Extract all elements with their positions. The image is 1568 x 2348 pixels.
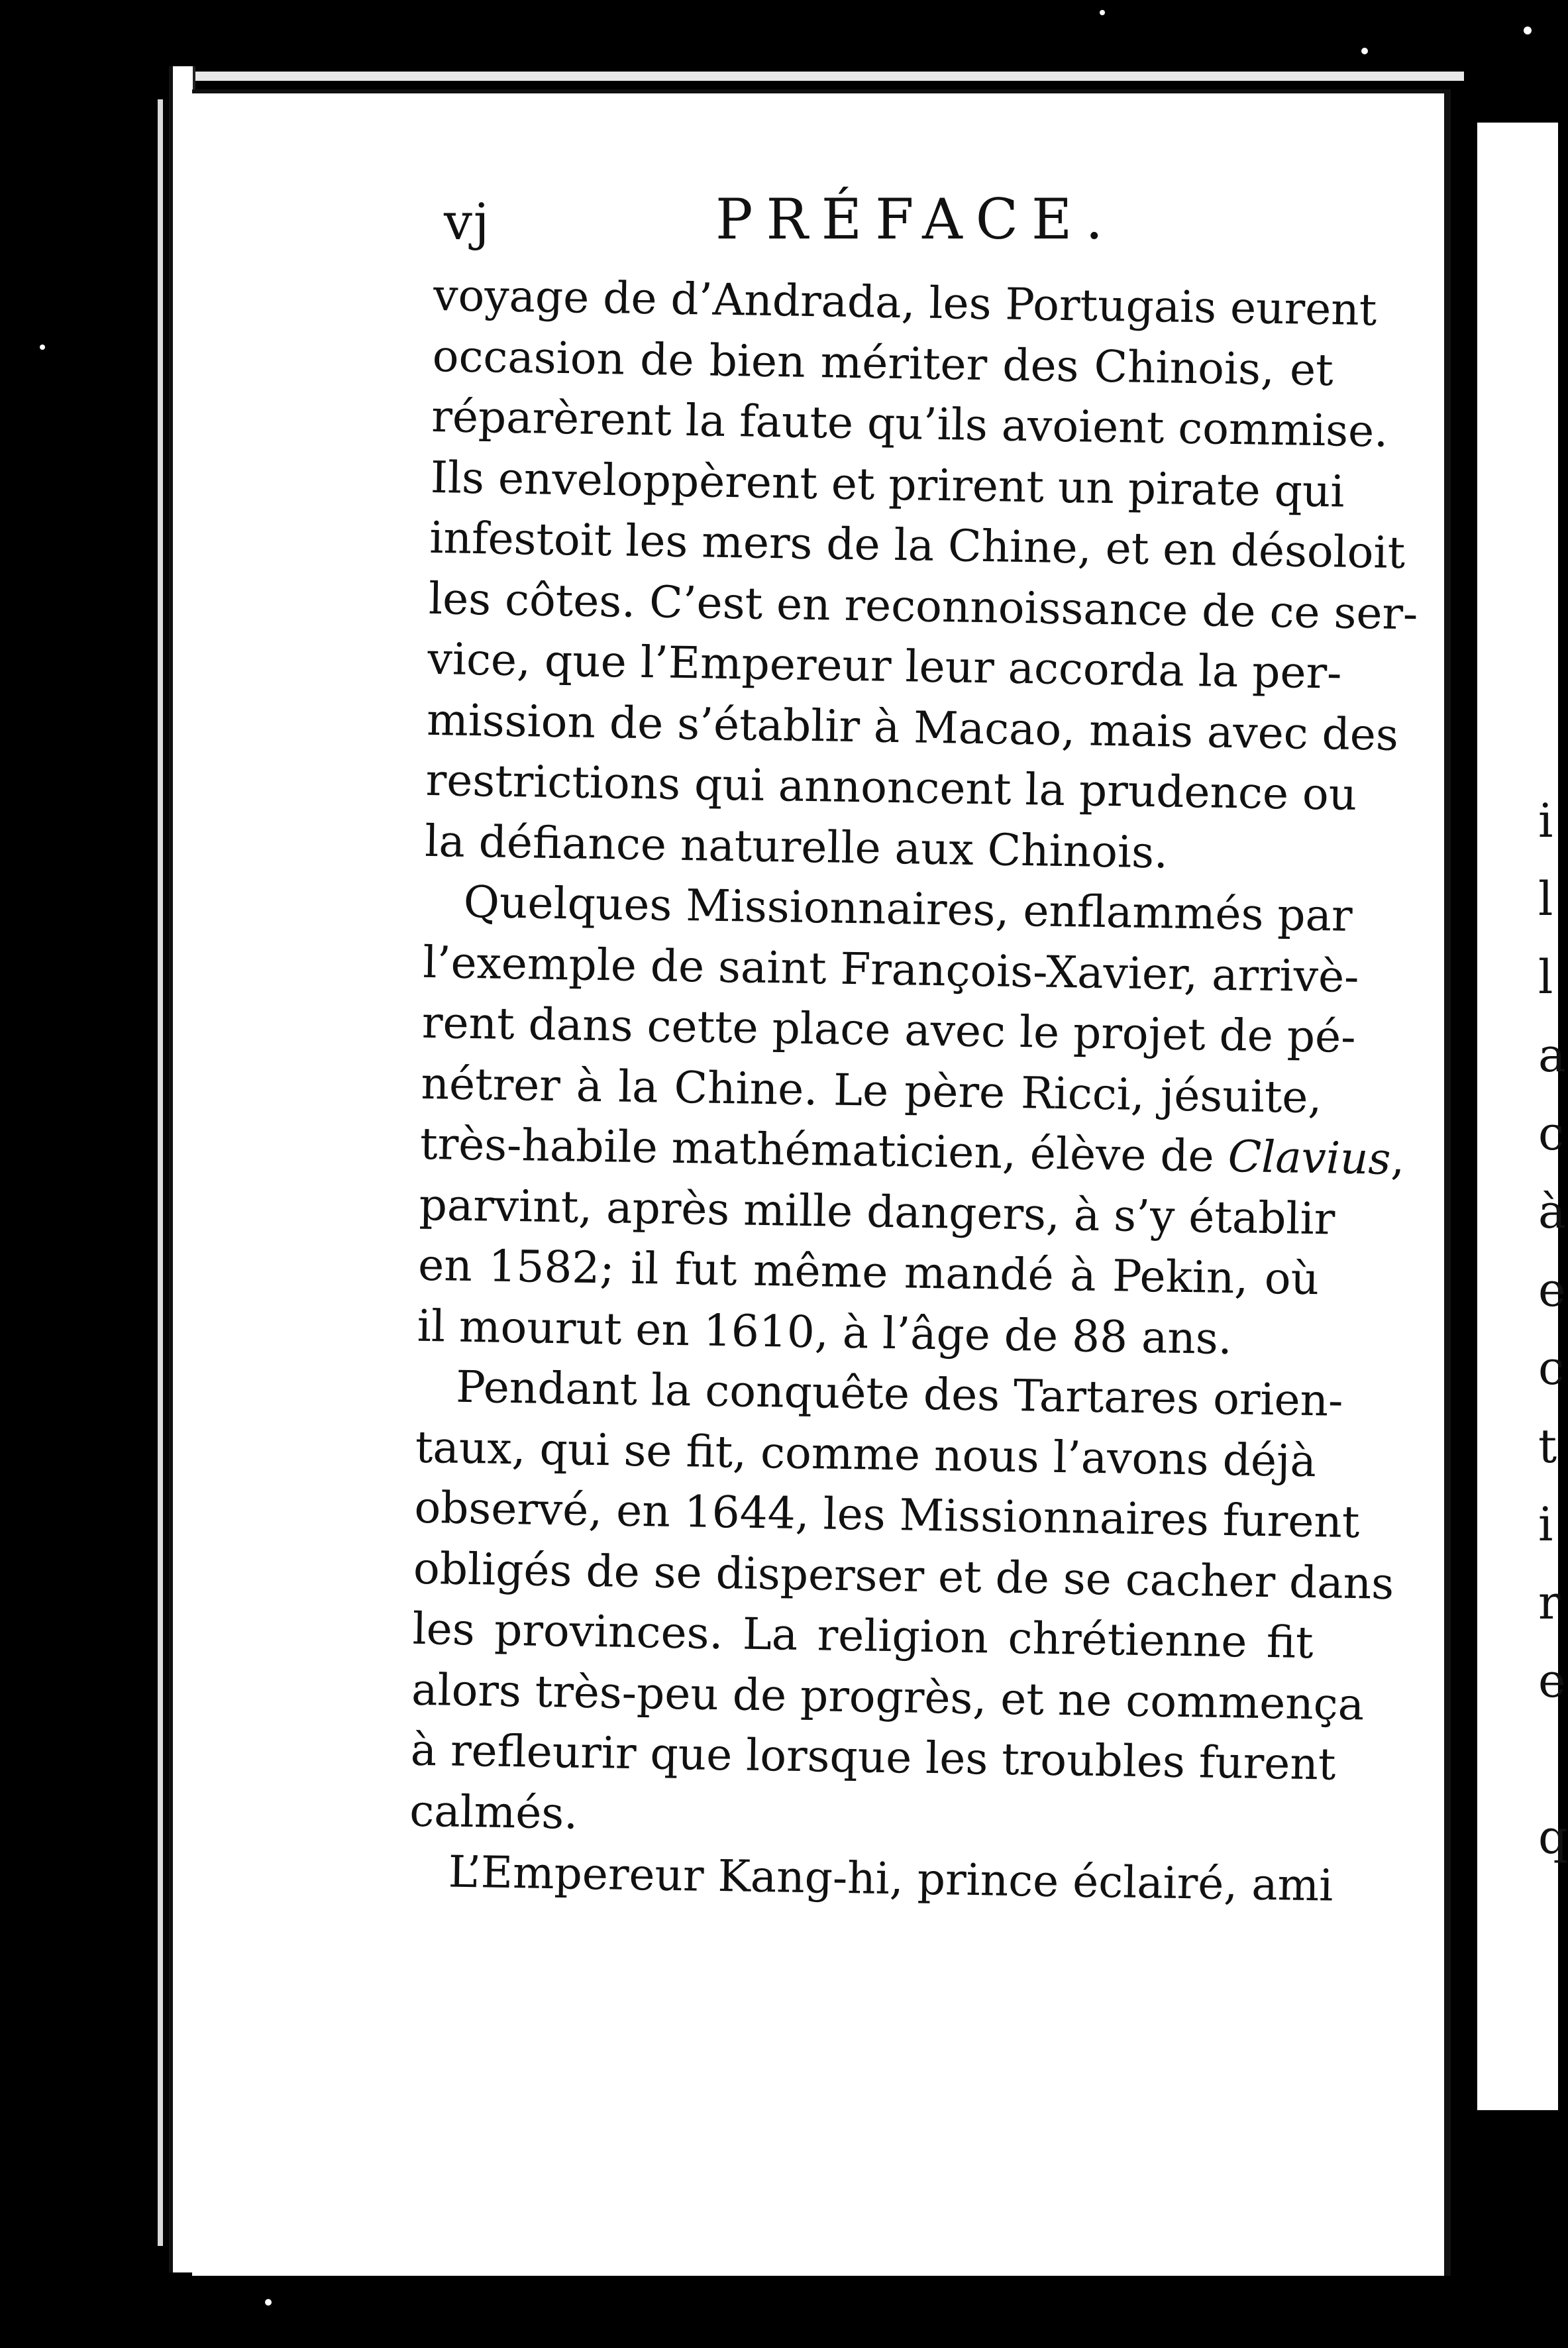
running-title: PRÉFACE.: [715, 187, 1117, 252]
facing-letter: t: [1538, 1419, 1557, 1473]
text-line: très-habile mathématicien, élève de Clavius: [419, 1118, 1392, 1185]
facing-letter: i: [1538, 794, 1553, 848]
facing-letter: c: [1538, 1341, 1565, 1395]
text-line: les provinces. La religion chrétienne fit: [412, 1603, 1314, 1669]
facing-letter: i: [1538, 1497, 1553, 1552]
facing-letter: q: [1538, 1810, 1568, 1864]
scan-speck: [1100, 10, 1105, 15]
text-line: mission de s’établir à Macao, mais avec des: [426, 694, 1399, 761]
text-line: Pendant la conquête des Tartares orien-: [455, 1361, 1344, 1426]
book-binding: [169, 66, 195, 2272]
body-text: [408, 265, 1418, 1916]
text-line: taux, qui se fit, comme nous l’avons déjà: [415, 1421, 1317, 1487]
page-top-edge: [179, 72, 1464, 81]
facing-letter: l: [1538, 872, 1553, 926]
facing-letter: e: [1538, 1263, 1566, 1317]
text-line: occasion de bien mériter des Chinois, et: [432, 330, 1334, 396]
text-line: à refleurir que lorsque les troubles furent: [410, 1724, 1336, 1790]
text-line: L’Empereur Kang-hi, prince éclairé, ami: [448, 1846, 1333, 1911]
facing-letter: r: [1538, 1575, 1561, 1630]
scan-speck: [40, 345, 45, 350]
text-line: en 1582; il fut même mandé à Pekin, où: [417, 1239, 1320, 1305]
text-line: la défiance naturelle aux Chinois.: [424, 815, 1169, 879]
facing-letter: l: [1538, 950, 1553, 1004]
text-line: calmés.: [409, 1785, 578, 1839]
text-line: alors très-peu de progrès, et ne commença: [411, 1664, 1365, 1730]
binding-shadow: [158, 99, 163, 2246]
facing-letter: c: [1538, 1106, 1565, 1161]
text-line: restrictions qui annoncent la prudence ou: [425, 754, 1357, 820]
facing-letter: e: [1538, 1654, 1566, 1708]
scan-speck: [265, 2299, 272, 2306]
text-line: obligés de se disperser et de se cacher dans: [413, 1542, 1394, 1609]
text-line: il mourut en 1610, à l’âge de 88 ans.: [417, 1300, 1233, 1364]
text-line: nétrer à la Chine. Le père Ricci, jésuite,: [420, 1057, 1323, 1123]
facing-letter: à: [1538, 1185, 1566, 1239]
text-line: Ils enveloppèrent et prirent un pirate qui: [430, 451, 1345, 517]
page-number: vj: [444, 192, 491, 251]
facing-letter: [1538, 1720, 1558, 1798]
text-line: infestoit les mers de la Chine, et en désoloit: [429, 511, 1406, 579]
text-line: vice, que l’Empereur leur accorda la per-: [427, 633, 1343, 699]
text-line: parvint, après mille dangers, à s’y établir: [419, 1179, 1335, 1245]
text-line: l’exemple de saint François-Xavier, arrivè-: [422, 936, 1360, 1002]
scan-speck: [1361, 48, 1368, 54]
text-line: rent dans cette place avec le projet de pé-: [421, 996, 1357, 1063]
text-line: réparèrent la faute qu’ils avoient commise.: [431, 390, 1388, 457]
page-header: [444, 179, 1325, 265]
scan-speck: [1524, 27, 1532, 34]
facing-page-text: [1538, 782, 1568, 1876]
text-line: observé, en 1644, les Missionnaires furent: [413, 1481, 1361, 1548]
text-line: les côtes. C’est en reconnoissance de ce ser-: [428, 572, 1418, 639]
text-line: Quelques Missionnaires, enflammés par: [463, 876, 1353, 941]
text-line: voyage de d’Andrada, les Portugais eurent: [433, 269, 1377, 336]
facing-letter: a: [1538, 1028, 1566, 1083]
